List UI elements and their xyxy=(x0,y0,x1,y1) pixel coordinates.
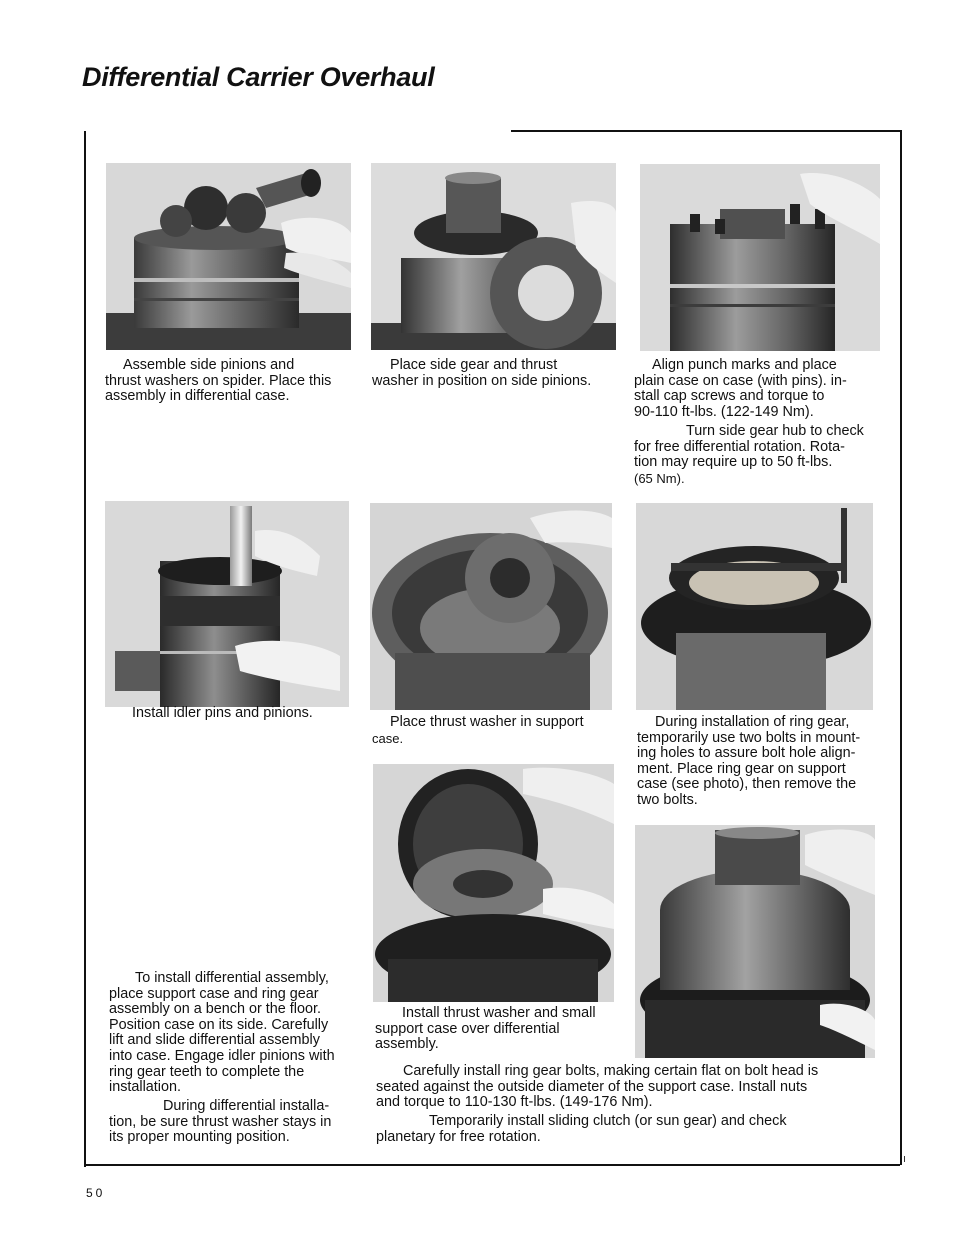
caption-install-differential: To install differential assembly, place support case and ring gear assembly on a bench or the floor. Position case on its side. Carefully lift and slide differential assembly into case. Engage idler pinions with ring gear teeth to complete the installation. xyxy=(109,970,335,1096)
caption-ring-gear-bolts: Carefully install ring gear bolts, making certain flat on bolt head is seated against the outside diameter of the support case. Install nuts and torque to 110-130 ft-lbs. (149-176 Nm). xyxy=(376,1063,819,1111)
photo-plain-case-cap-screws xyxy=(640,164,880,351)
photo-idler-pins-pinions xyxy=(105,501,349,707)
caption-ring-gear-install: During installation of ring gear, temporarily use two bolts in mount- ing holes to assure bolt hole align- ment. Place ring gear on support case (see photo), then remove the two bolts. xyxy=(637,714,861,808)
caption-side-gear: Place side gear and thrust washer in position on side pinions. xyxy=(372,357,592,389)
caption-planetary-rotation: Temporarily install sliding clutch (or sun gear) and check planetary for free rotation. xyxy=(376,1113,787,1145)
caption-turn-side-gear: Turn side gear hub to check for free differential rotation. Rota- tion may require up to 50 ft-lbs. (65 Nm). xyxy=(634,423,864,486)
photo-side-pinions-spider xyxy=(106,163,351,350)
photo-small-support-case xyxy=(373,764,614,1002)
frame-bottom-border xyxy=(84,1164,900,1166)
frame-right-border xyxy=(900,131,902,1165)
caption-side-pinions: Assemble side pinions and thrust washers on spider. Place this assembly in differential case. xyxy=(105,357,332,405)
caption-thrust-washer-position: During differential installa- tion, be sure thrust washer stays in its proper mounting position. xyxy=(109,1098,332,1146)
caption-small-support-case: Install thrust washer and small support case over differential assembly. xyxy=(375,1005,596,1053)
frame-left-border xyxy=(84,131,86,1167)
frame-top-border xyxy=(511,130,902,132)
photo-thrust-washer-support-case xyxy=(370,503,612,710)
photo-ring-gear-bolts xyxy=(635,825,875,1058)
caption-align-punch-marks: Align punch marks and place plain case on case (with pins). in- stall cap screws and torque to 90-110 ft-lbs. (122-149 Nm). xyxy=(634,357,847,420)
page-number: 50 xyxy=(86,1186,106,1200)
page-title: Differential Carrier Overhaul xyxy=(82,62,435,92)
caption-idler-pins: Install idler pins and pinions. xyxy=(132,705,313,721)
edge-mark xyxy=(904,1156,905,1162)
photo-ring-gear-support-case xyxy=(636,503,873,710)
photo-side-gear-thrust-washer xyxy=(371,163,616,350)
caption-thrust-washer-support: Place thrust washer in support case. xyxy=(372,714,584,746)
